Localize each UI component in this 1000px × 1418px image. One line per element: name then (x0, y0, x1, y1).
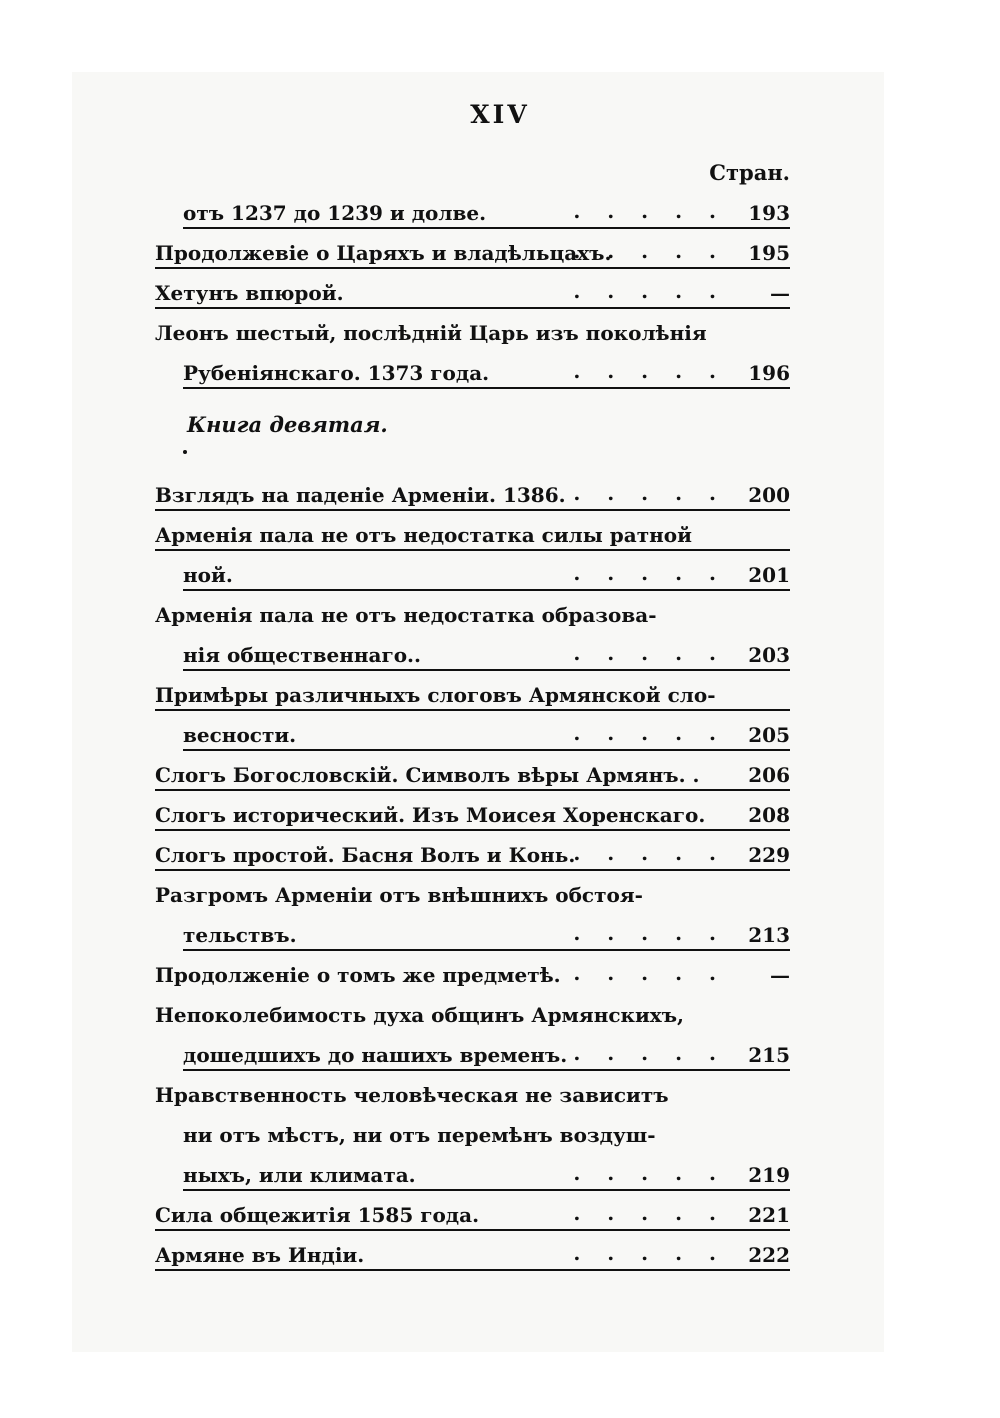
toc-entry (155, 598, 790, 638)
toc-entry (155, 1238, 790, 1278)
toc-entry (155, 518, 790, 558)
toc-entry-page: 221 (748, 1203, 790, 1227)
toc-entry-page: 219 (748, 1163, 790, 1187)
toc-entry-title: Леонъ шестый, послѣдній Царь изъ поколѣнія (155, 321, 707, 345)
toc-entry-title: Взглядъ на паденіе Арменіи. 1386. (155, 483, 566, 507)
toc-entry-title: Примѣры различныхъ слоговъ Армянской сло- (155, 683, 716, 707)
toc-entry-page: 200 (748, 483, 790, 507)
toc-entry (155, 998, 790, 1038)
toc-entry (155, 878, 790, 918)
toc-entry-title: отъ 1237 до 1239 и долве. (183, 201, 487, 225)
page-number: XIV (470, 100, 530, 129)
dot-leader: . . . . . (573, 641, 726, 665)
toc-entry (155, 1078, 790, 1118)
toc-entry-title: ныхъ, или климата. (183, 1163, 416, 1187)
toc-entry-title: Арменія пала не отъ недостатка силы ратной (155, 523, 692, 547)
toc-entry-title: Продолжевіе о Царяхъ и владѣльцахъ. (155, 241, 612, 265)
toc-entry-title: ной. (183, 563, 233, 587)
page-column-header: Стран. (709, 160, 790, 185)
toc-entry-title: Рубеніянскаго. 1373 года. (183, 361, 490, 385)
toc-entry-page: 195 (748, 241, 790, 265)
toc-entry-title: тельствъ. (183, 923, 297, 947)
toc-entry (155, 276, 790, 316)
toc-entry-title: ни отъ мѣстъ, ни отъ перемѣнъ воздуш- (183, 1123, 656, 1147)
toc-entry (155, 718, 790, 758)
dot-leader: . . . . . (573, 721, 726, 745)
toc-entry-title: дошедшихъ до нашихъ временъ. (183, 1043, 568, 1067)
toc-entry (155, 758, 790, 798)
toc-entry-page: 222 (748, 1243, 790, 1267)
toc-entry-page: 208 (748, 803, 790, 827)
dot-leader: . . . . . (573, 961, 726, 985)
toc-entry-page: — (770, 281, 790, 305)
toc-entry-page: 206 (748, 763, 790, 787)
toc-entry-page: 201 (748, 563, 790, 587)
toc-entry-title: Сила общежитія 1585 года. (155, 1203, 480, 1227)
toc-entry-title: Арменія пала не отъ недостатка образова- (155, 603, 657, 627)
toc-entry-page: — (770, 963, 790, 987)
toc-entry (155, 958, 790, 998)
toc-entry (155, 196, 790, 236)
toc-entry-title: Слогъ Богословскій. Символъ вѣры Армянъ. . (155, 763, 700, 787)
toc-entry-title: Продолженіе о томъ же предметѣ. (155, 963, 561, 987)
ink-speck (183, 450, 187, 454)
dot-leader: . . . . . (573, 279, 726, 303)
toc-entry-title: Слогъ простой. Басня Волъ и Конь. (155, 843, 576, 867)
dot-leader: . . . . . (573, 841, 726, 865)
toc-entry-page: 215 (748, 1043, 790, 1067)
toc-entry (155, 478, 790, 518)
toc-entry (155, 236, 790, 276)
table-of-contents (155, 196, 790, 1278)
toc-entry-page: 213 (748, 923, 790, 947)
toc-entry-title: Армяне въ Индіи. (155, 1243, 365, 1267)
dot-leader: . . . . . (573, 561, 726, 585)
dot-leader: . . . . . (573, 199, 726, 223)
dot-leader: . . . . . (573, 481, 726, 505)
toc-entry-title: весности. (183, 723, 297, 747)
toc-entry-title: Разгромъ Арменіи отъ внѣшнихъ обстоя- (155, 883, 643, 907)
dot-leader: . . . . . (573, 921, 726, 945)
dot-leader: . . . . . (573, 1241, 726, 1265)
toc-entry (155, 558, 790, 598)
toc-entry-page: 229 (748, 843, 790, 867)
dot-leader: . . . . . (573, 1041, 726, 1065)
toc-entry (155, 1198, 790, 1238)
toc-entry-page: 193 (748, 201, 790, 225)
toc-entry-title: Хетунъ впюрой. (155, 281, 344, 305)
dot-leader: . . . . . (573, 359, 726, 383)
toc-entry (155, 918, 790, 958)
toc-entry-page: 196 (748, 361, 790, 385)
toc-entry-title: нія общественнаго.. (183, 643, 421, 667)
section-heading-text: Книга девятая. (187, 412, 388, 437)
toc-entry (155, 1038, 790, 1078)
toc-entry (155, 678, 790, 718)
toc-entry-title: Слогъ исторический. Изъ Моисея Хоренскаго. (155, 803, 706, 827)
dot-leader: . . . . . (573, 239, 726, 263)
toc-entry (155, 356, 790, 396)
section-heading (155, 396, 790, 478)
toc-entry (155, 1118, 790, 1158)
toc-entry-title: Нравственность человѣческая не зависитъ (155, 1083, 669, 1107)
toc-entry (155, 838, 790, 878)
toc-entry-page: 203 (748, 643, 790, 667)
toc-entry (155, 316, 790, 356)
toc-entry-title: Непоколебимость духа общинъ Армянскихъ, (155, 1003, 685, 1027)
toc-entry-page: 205 (748, 723, 790, 747)
dot-leader: . . . . . (573, 1161, 726, 1185)
toc-entry (155, 798, 790, 838)
toc-entry (155, 1158, 790, 1198)
toc-entry (155, 638, 790, 678)
dot-leader: . . . . . (573, 1201, 726, 1225)
